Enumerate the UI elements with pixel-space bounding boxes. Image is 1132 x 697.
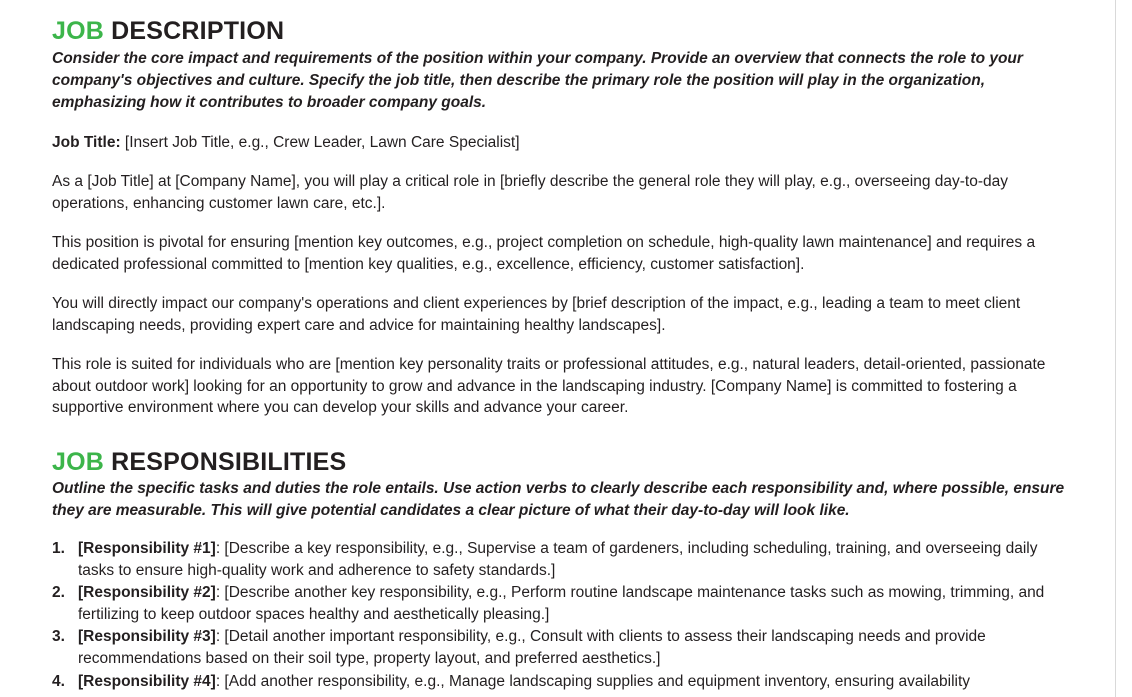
section-lede-job-description: Consider the core impact and requirements of the position within your company. Provide an overview that connects the role to your company's objectives and culture. Specify the job title, then describe the primary role the position will play in the organization, emphasizing how it contributes to broader company goals. — [52, 49, 1023, 111]
list-item — [78, 671, 1076, 693]
description-paragraph-4: This role is suited for individuals who are [mention key personality traits or professional attitudes, e.g., natural leaders, detail-oriented, passionate about outdoor work] looking for an opportunity to grow and advance in the landscaping industry. [Company Name] is committed to fostering a supportive environment where you can develop your skills and advance your career. — [52, 356, 1046, 417]
responsibility-label: [Responsibility #4] — [78, 672, 216, 690]
section-title-job-responsibilities — [52, 449, 1076, 477]
responsibility-label: [Responsibility #1] — [78, 540, 216, 558]
section-title-job-description — [52, 18, 1076, 46]
job-title-line — [52, 132, 1076, 154]
responsibility-text: : [Add another responsibility, e.g., Manage landscaping supplies and equipment inventory, ensuring availability — [215, 672, 971, 690]
responsibility-label: [Responsibility #3] — [78, 628, 216, 646]
job-title-label: Job Title: — [52, 133, 121, 151]
section-title-rest: DESCRIPTION — [111, 17, 285, 45]
section-lede-job-responsibilities: Outline the specific tasks and duties the role entails. Use action verbs to clearly describe each responsibility and, where possible, ensure they are measurable. This will give potential candidates a clear picture of what their day-to-day will look like. — [52, 480, 1065, 520]
job-title-value: [Insert Job Title, e.g., Crew Leader, Lawn Care Specialist] — [124, 133, 520, 151]
section-title-rest: RESPONSIBILITIES — [111, 447, 347, 476]
description-paragraph-2: This position is pivotal for ensuring [mention key outcomes, e.g., project completion on schedule, high-quality lawn maintenance] and requires a dedicated professional committed to [mention key qualities, e.g., excellence, efficiency, customer satisfaction]. — [52, 234, 1036, 273]
responsibility-text: : [Detail another important responsibility, e.g., Consult with clients to assess their landscaping needs and provide recommendations based on their soil type, property layout, and preferred aesthetics.] — [78, 628, 986, 667]
responsibility-text: : [Describe a key responsibility, e.g., Supervise a team of gardeners, including scheduling, training, and overseeing daily tasks to ensure high-quality work and adherence to safety standards.] — [78, 540, 1038, 579]
page-right-margin — [1116, 0, 1132, 697]
section-title-accent: JOB — [52, 447, 105, 476]
list-item — [78, 582, 1076, 625]
responsibility-label: [Responsibility #2] — [78, 584, 216, 602]
responsibility-text: : [Describe another key responsibility, e.g., Perform routine landscape maintenance tasks such as mowing, trimming, and fertilizing to keep outdoor spaces healthy and aesthetically pleasing.] — [78, 584, 1045, 623]
description-paragraph-1: As a [Job Title] at [Company Name], you will play a critical role in [briefly describe the general role they will play, e.g., overseeing day-to-day operations, enhancing customer lawn care, etc.]. — [52, 173, 1008, 212]
list-item — [78, 626, 1076, 669]
description-paragraph-3: You will directly impact our company's operations and client experiences by [brief description of the impact, e.g., leading a team to meet client landscaping needs, providing expert care and advice for maintaining healthy landscapes]. — [52, 295, 1021, 334]
responsibilities-list — [52, 538, 1076, 692]
section-job-responsibilities — [52, 449, 1076, 692]
list-item — [78, 538, 1076, 581]
section-title-accent: JOB — [52, 17, 105, 45]
